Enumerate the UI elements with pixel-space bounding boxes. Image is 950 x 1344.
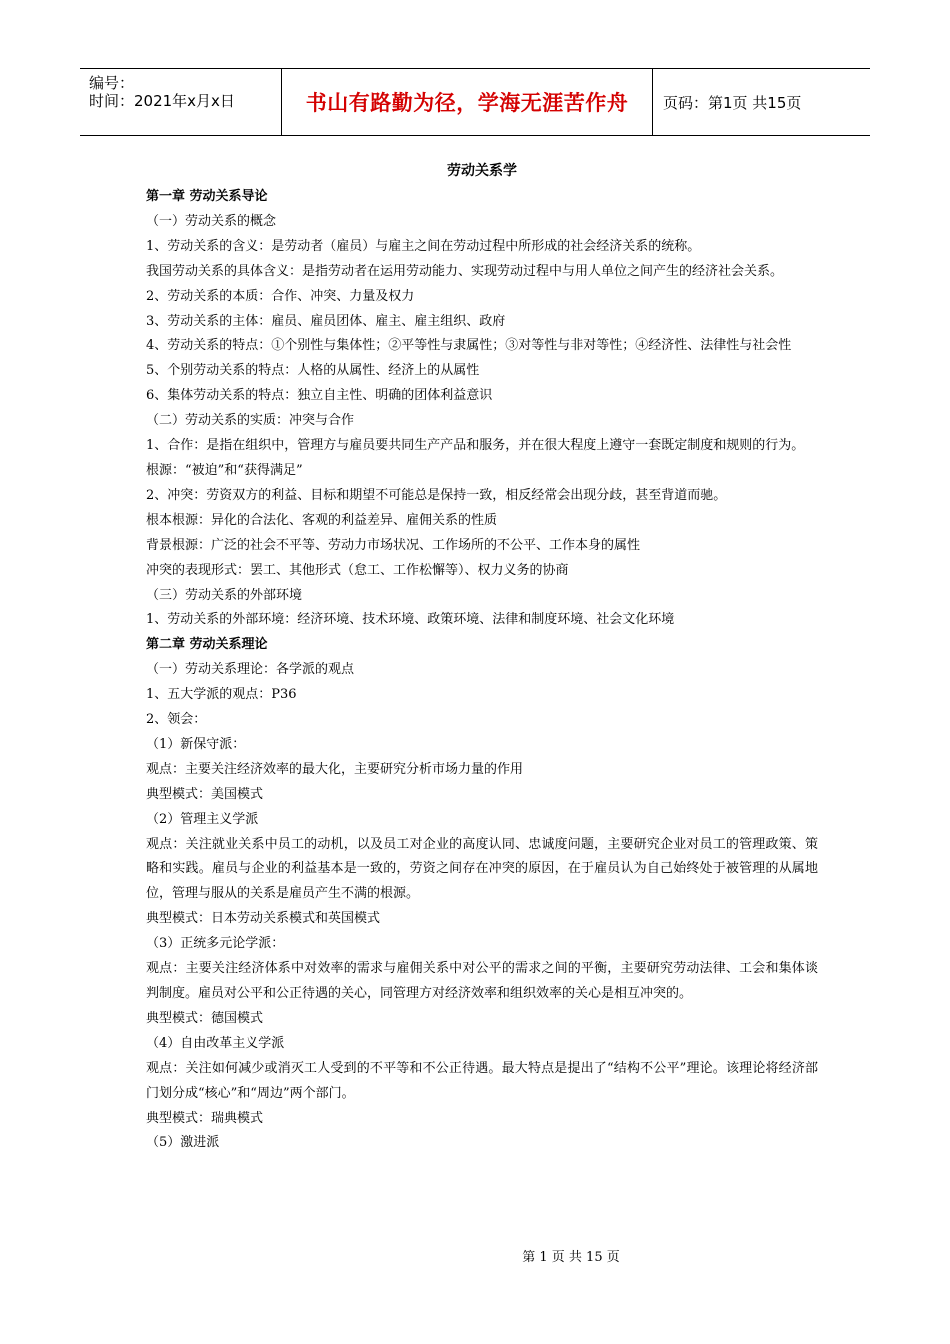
paragraph: （一）劳动关系的概念: [146, 213, 277, 229]
paragraph: 1、劳动关系的外部环境：经济环境、技术环境、政策环境、法律和制度环境、社会文化环境: [146, 612, 675, 628]
paragraph: 观点：主要关注经济效率的最大化，主要研究分析市场力量的作用: [146, 761, 524, 777]
paragraph: （二）劳动关系的实质：冲突与合作: [146, 413, 355, 429]
paragraph: 根本根源：异化的合法化、客观的利益差异、雇佣关系的性质: [146, 512, 498, 528]
paragraph: 1、合作：是指在组织中，管理方与雇员要共同生产产品和服务，并在很大程度上遵守一套既定制度和规则的行为。: [146, 438, 805, 454]
paragraph: 典型模式：日本劳动关系模式和英国模式: [146, 911, 381, 927]
paragraph: 典型模式：德国模式: [146, 1010, 264, 1026]
motto-text: 书山有路勤为径，学海无涯苦作舟: [305, 91, 629, 115]
paragraph: 根源：“被迫”和“获得满足”: [146, 462, 303, 478]
paragraph: 5、个别劳动关系的特点：人格的从属性、经济上的从属性: [146, 363, 480, 379]
paragraph: 2、冲突：劳资双方的利益、目标和期望不可能总是保持一致，相反经常会出现分歧，甚至背道而驰。: [146, 487, 727, 503]
paragraph: （三）劳动关系的外部环境: [146, 587, 303, 603]
paragraph: 背景根源：广泛的社会不平等、劳动力市场状况、工作场所的不公平、工作本身的属性: [146, 537, 641, 553]
document-body: [146, 158, 818, 1156]
header-motto-cell: [281, 69, 653, 135]
header-table: [80, 68, 870, 136]
paragraph: 2、劳动关系的本质：合作、冲突、力量及权力: [146, 288, 415, 304]
number-label: 编号：: [89, 74, 135, 92]
paragraph: 我国劳动关系的具体含义：是指劳动者在运用劳动能力、实现劳动过程中与用人单位之间产生的经济社会关系。: [146, 263, 784, 279]
paragraph: 观点：关注如何减少或消灭工人受到的不平等和不公正待遇。最大特点是提出了“结构不公平”理论。该理论将经济部门划分成“核心”和“周边”两个部门。: [146, 1060, 818, 1101]
paragraph: 典型模式：美国模式: [146, 786, 264, 802]
paragraph: （3）正统多元论学派：: [146, 936, 285, 952]
page-footer: 第 1 页 共 15 页: [522, 1250, 620, 1265]
page-info: 页码：第1页 共15页: [663, 93, 802, 112]
paragraph: 4、劳动关系的特点：①个别性与集体性；②平等性与隶属性；③对等性与非对等性；④经济性、法律性与社会性: [146, 338, 792, 354]
document-lines: [146, 185, 818, 1156]
paragraph: （2）管理主义学派: [146, 811, 259, 827]
paragraph: 2、领会：: [146, 712, 207, 728]
paragraph: 观点：关注就业关系中员工的动机，以及员工对企业的高度认同、忠诚度问题，主要研究企业对员工的管理政策、策略和实践。雇员与企业的利益基本是一致的，劳资之间存在冲突的原因，在于雇员认为自己始终处于被管理的从属地位，管理与服从的关系是雇员产生不满的根源。: [146, 836, 818, 902]
paragraph: 1、五大学派的观点：P36: [146, 687, 297, 703]
paragraph: 典型模式：瑞典模式: [146, 1110, 264, 1126]
paragraph: （5）激进派: [146, 1135, 220, 1151]
paragraph: （1）新保守派：: [146, 736, 246, 752]
chapter-heading: 第一章 劳动关系导论: [146, 189, 268, 204]
chapter-heading: 第二章 劳动关系理论: [146, 637, 268, 653]
header-page-cell: [653, 69, 870, 135]
paragraph: 6、集体劳动关系的特点：独立自主性、明确的团体利益意识: [146, 388, 493, 404]
document-title: 劳动关系学: [447, 163, 517, 179]
header-meta-cell: [80, 69, 281, 135]
paragraph: 冲突的表现形式：罢工、其他形式（怠工、工作松懈等）、权力义务的协商: [146, 562, 569, 578]
time-label: 时间：2021年x月x日: [89, 92, 235, 110]
paragraph: 观点：主要关注经济体系中对效率的需求与雇佣关系中对公平的需求之间的平衡，主要研究劳动法律、工会和集体谈判制度。雇员对公平和公正待遇的关心，同管理方对经济效率和组织效率的关心是相互冲突的。: [146, 961, 818, 1001]
paragraph: 3、劳动关系的主体：雇员、雇员团体、雇主、雇主组织、政府: [146, 313, 506, 329]
paragraph: （4）自由改革主义学派: [146, 1035, 285, 1051]
paragraph: （一）劳动关系理论：各学派的观点: [146, 662, 355, 678]
paragraph: 1、劳动关系的含义：是劳动者（雇员）与雇主之间在劳动过程中所形成的社会经济关系的统称。: [146, 238, 701, 254]
